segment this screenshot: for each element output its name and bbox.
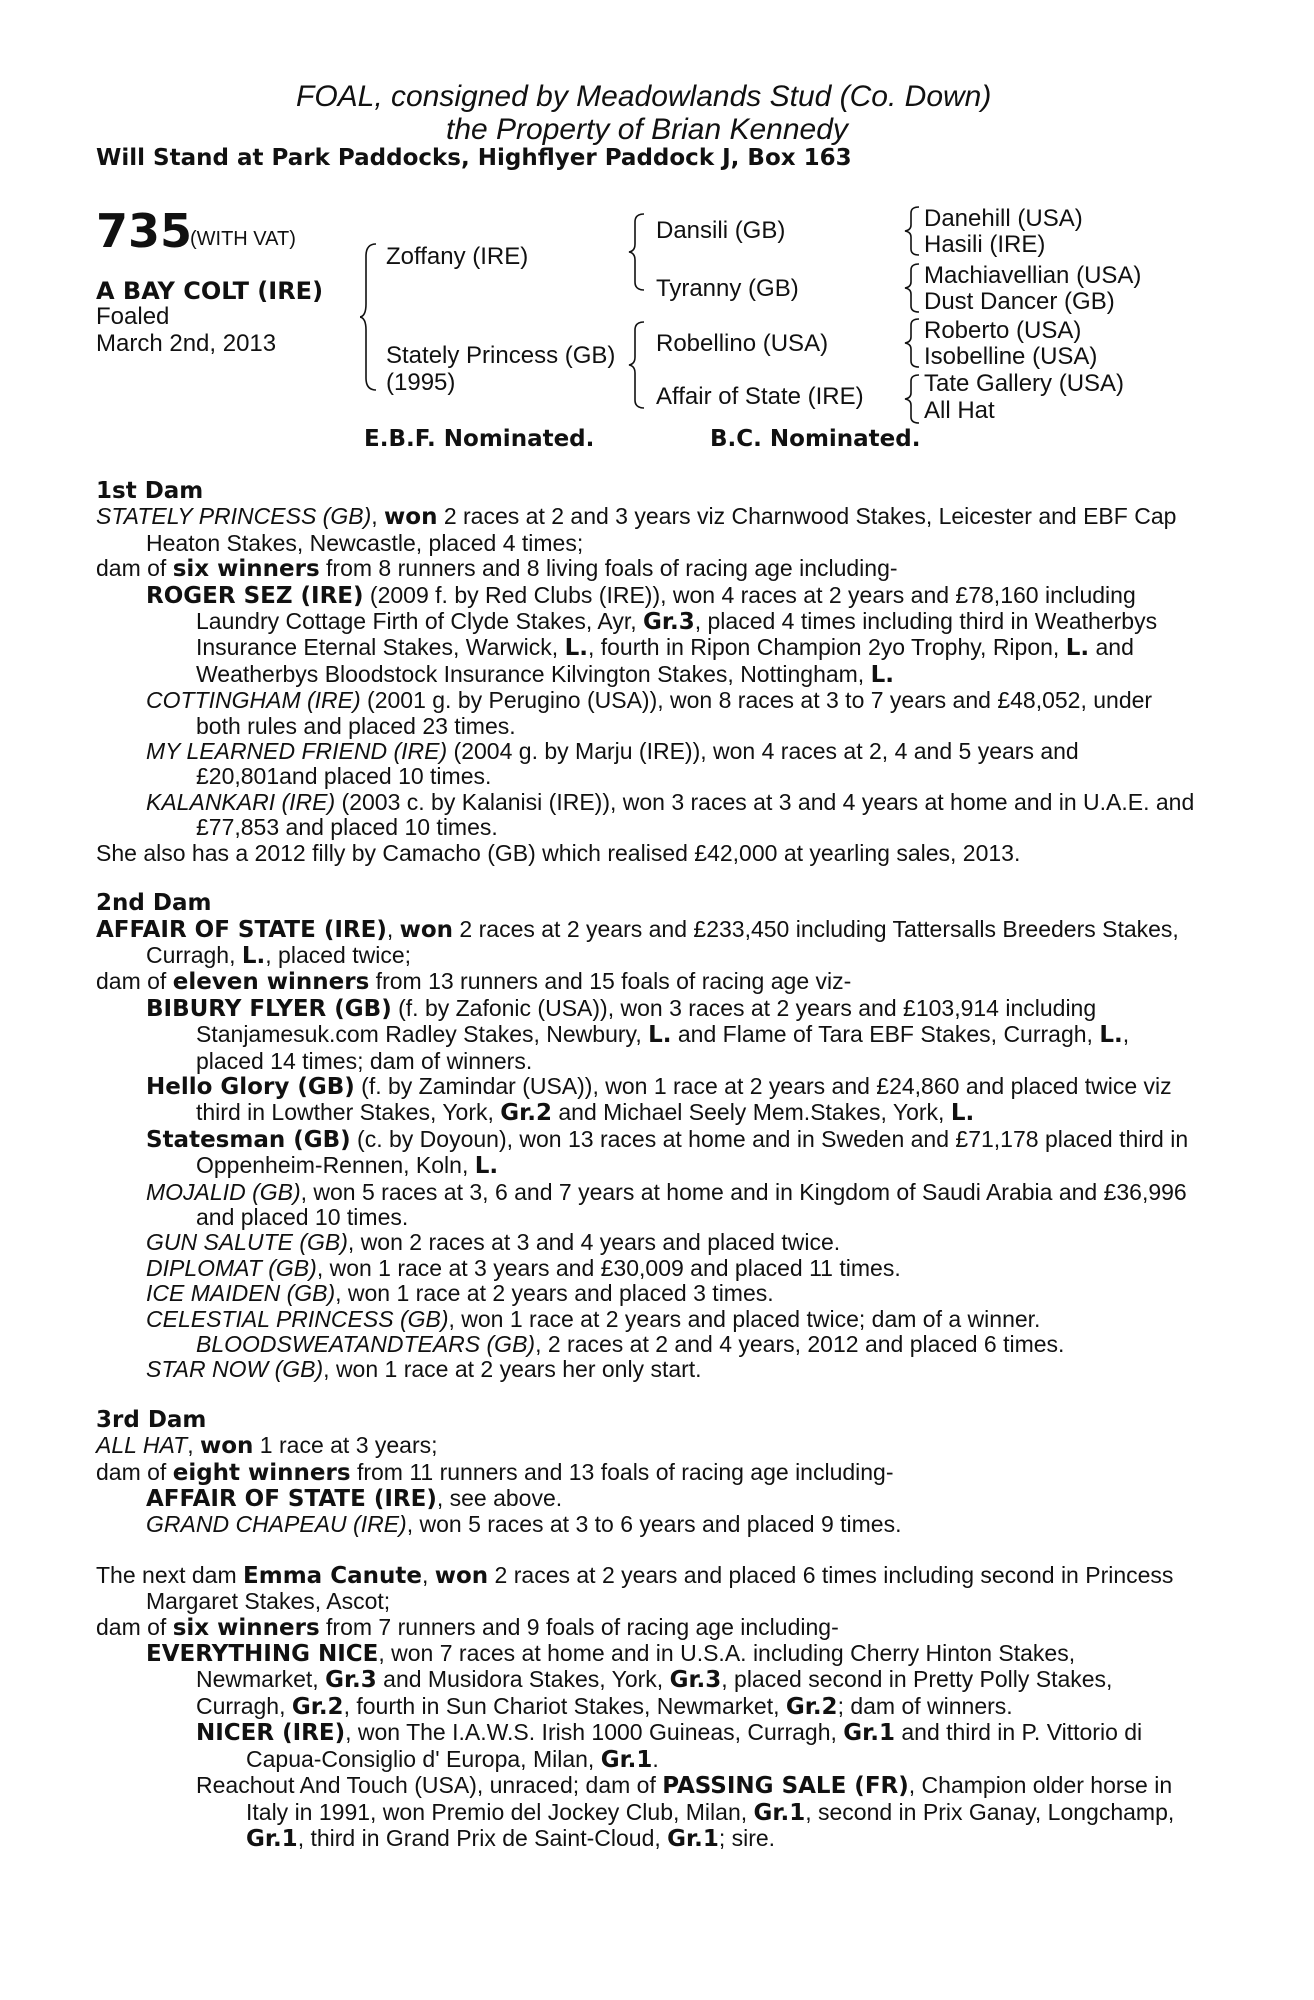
property-line: the Property of Brian Kennedy bbox=[446, 113, 848, 146]
progeny-entry: Statesman (GB) (c. by Doyoun), won 13 races at home and in Sweden and £71,178 placed third in Oppenheim-Rennen, Koln, L. bbox=[146, 1125, 1189, 1180]
catalogue-body bbox=[96, 479, 1200, 1852]
progeny-entry: GRAND CHAPEAU (IRE), won 5 races at 3 to 6 years and placed 9 times. bbox=[146, 1511, 902, 1538]
pedigree-g7: Tate Gallery (USA) bbox=[924, 370, 1125, 397]
dam-summary: STATELY PRINCESS (GB), won 2 races at 2 and 3 years viz Charnwood Stakes, Leicester and EBF Cap Heaton Stakes, Newcastle, placed 4 times; bbox=[96, 503, 1177, 556]
foaled-date: March 2nd, 2013 bbox=[96, 330, 277, 357]
sire-dam: Tyranny (GB) bbox=[656, 275, 799, 302]
progeny-entry: MY LEARNED FRIEND (IRE) (2004 g. by Marju (IRE)), won 4 races at 2, 4 and 5 years and £20,801and placed 10 times. bbox=[146, 738, 1079, 790]
foaled-label: Foaled bbox=[96, 303, 170, 330]
progeny-entry: Hello Glory (GB) (f. by Zamindar (USA)), won 1 race at 2 years and £24,860 and placed twice viz third in Lowther Stakes, York, Gr.2 and Michael Seely Mem.Stakes, York, L. bbox=[146, 1072, 1172, 1127]
pedigree-brace bbox=[628, 212, 648, 292]
dam-summary: AFFAIR OF STATE (IRE), won 2 races at 2 years and £233,450 including Tattersalls Breeders Stakes, Curragh, L., placed twice; bbox=[96, 915, 1179, 969]
pedigree-g8: All Hat bbox=[924, 397, 995, 424]
progeny-entry: ICE MAIDEN (GB), won 1 race at 2 years and placed 3 times. bbox=[146, 1280, 774, 1307]
progeny-entry: BIBURY FLYER (GB) (f. by Zafonic (USA)), won 3 races at 2 years and £103,914 including Stanjamesuk.com Radley Stakes, Newbury, L. and Flame of Tara EBF Stakes, Curragh, L., placed 14 times; dam of winners. bbox=[146, 994, 1130, 1074]
section-heading: 2nd Dam bbox=[96, 890, 212, 917]
consignor-line: FOAL, consigned by Meadowlands Stud (Co. Down) bbox=[296, 80, 992, 113]
pedigree-g1: Danehill (USA) bbox=[924, 205, 1083, 232]
progeny-entry: STAR NOW (GB), won 1 race at 2 years her only start. bbox=[146, 1356, 702, 1383]
pedigree-g4: Dust Dancer (GB) bbox=[924, 288, 1115, 315]
progeny-entry: COTTINGHAM (IRE) (2001 g. by Perugino (USA)), won 8 races at 3 to 7 years and £48,052, under both rules and placed 23 times. bbox=[146, 687, 1153, 739]
pedigree-brace bbox=[628, 320, 648, 410]
progeny-entry: MOJALID (GB), won 5 races at 3, 6 and 7 years at home and in Kingdom of Saudi Arabia and £36,996 and placed 10 times. bbox=[146, 1178, 1187, 1230]
progeny-entry: Reachout And Touch (USA), unraced; dam of PASSING SALE (FR), Champion older horse in Italy in 1991, won Premio del Jockey Club, Milan, Gr.1, second in Prix Ganay, Longchamp, Gr.1, third in Grand Prix de Saint-Cloud, Gr.1; sire. bbox=[196, 1772, 1175, 1852]
vat-note: (WITH VAT) bbox=[190, 228, 296, 250]
next-dam-summary: The next dam Emma Canute, won 2 races at 2 years and placed 6 times including second in Princess Margaret Stakes, Ascot; bbox=[96, 1561, 1174, 1615]
dam-produce-summary: dam of six winners from 7 runners and 9 foals of racing age including- bbox=[96, 1613, 839, 1641]
yearling-note: She also has a 2012 filly by Camacho (GB) which realised £42,000 at yearling sales, 2013. bbox=[96, 839, 1021, 866]
lot-name: A BAY COLT (IRE) bbox=[96, 277, 324, 305]
progeny-entry: CELESTIAL PRINCESS (GB), won 1 race at 2 years and placed twice; dam of a winner. bbox=[146, 1305, 1041, 1332]
dam-sire: Robellino (USA) bbox=[656, 330, 829, 357]
pedigree-brace bbox=[360, 242, 380, 392]
progeny-entry: EVERYTHING NICE, won 7 races at home and in U.S.A. including Cherry Hinton Stakes, Newmarket, Gr.3 and Musidora Stakes, York, Gr.3, placed second in Pretty Polly Stakes, Curragh, Gr.2, fourth in Sun Chariot Stakes, Newmarket, Gr.2; dam of winners. bbox=[146, 1640, 1113, 1720]
pedigree-brace bbox=[903, 373, 923, 425]
progeny-entry: GUN SALUTE (GB), won 2 races at 3 and 4 years and placed twice. bbox=[146, 1229, 841, 1256]
dam-produce-summary: dam of eight winners from 11 runners and 13 foals of racing age including- bbox=[96, 1458, 894, 1486]
section-heading: 3rd Dam bbox=[96, 1406, 207, 1433]
pedigree-g5: Roberto (USA) bbox=[924, 317, 1082, 344]
dam-year: (1995) bbox=[386, 369, 456, 396]
bc-nomination: B.C. Nominated. bbox=[710, 426, 921, 452]
sire-sire: Dansili (GB) bbox=[656, 217, 786, 244]
pedigree-brace bbox=[903, 205, 923, 257]
progeny-entry: KALANKARI (IRE) (2003 c. by Kalanisi (IRE)), won 3 races at 3 and 4 years at home and in U.A.E. and £77,853 and placed 10 times. bbox=[146, 788, 1195, 841]
ebf-nomination: E.B.F. Nominated. bbox=[364, 426, 595, 452]
pedigree-g6: Isobelline (USA) bbox=[924, 343, 1098, 370]
dam-produce-summary: dam of eleven winners from 13 runners and 15 foals of racing age viz- bbox=[96, 968, 852, 996]
progeny-entry: ROGER SEZ (IRE) (2009 f. by Red Clubs (IRE)), won 4 races at 2 years and £78,160 including Laundry Cottage Firth of Clyde Stakes, Ayr, Gr.3, placed 4 times including third in Weatherbys Insurance Eternal Stakes, Warwick, L., fourth in Ripon Champion 2yo Trophy, Ripon, L. and Weatherbys Bloodstock Insurance Kilvington Stakes, Nottingham, L. bbox=[146, 581, 1158, 688]
pedigree-brace bbox=[903, 317, 923, 369]
progeny-entry: NICER (IRE), won The I.A.W.S. Irish 1000 Guineas, Curragh, Gr.1 and third in P. Vittorio di Capua-Consiglio d' Europa, Milan, Gr.1. bbox=[196, 1719, 1143, 1773]
pedigree-g2: Hasili (IRE) bbox=[924, 231, 1046, 258]
pedigree-brace bbox=[903, 262, 923, 314]
dam-summary: ALL HAT, won 1 race at 3 years; bbox=[96, 1432, 438, 1460]
dam-produce-summary: dam of six winners from 8 runners and 8 living foals of racing age including- bbox=[96, 555, 898, 583]
progeny-entry: DIPLOMAT (GB), won 1 race at 3 years and £30,009 and placed 11 times. bbox=[146, 1254, 901, 1281]
section-heading: 1st Dam bbox=[96, 478, 204, 504]
stand-location: Will Stand at Park Paddocks, Highflyer Paddock J, Box 163 bbox=[96, 145, 852, 171]
dam: Stately Princess (GB) bbox=[386, 342, 616, 369]
progeny-entry: BLOODSWEATANDTEARS (GB), 2 races at 2 and 4 years, 2012 and placed 6 times. bbox=[196, 1331, 1065, 1357]
progeny-entry: AFFAIR OF STATE (IRE), see above. bbox=[146, 1485, 563, 1513]
lot-number: 735 bbox=[96, 204, 193, 258]
pedigree-g3: Machiavellian (USA) bbox=[924, 262, 1142, 289]
dam-dam: Affair of State (IRE) bbox=[656, 383, 864, 410]
sire: Zoffany (IRE) bbox=[386, 243, 529, 270]
